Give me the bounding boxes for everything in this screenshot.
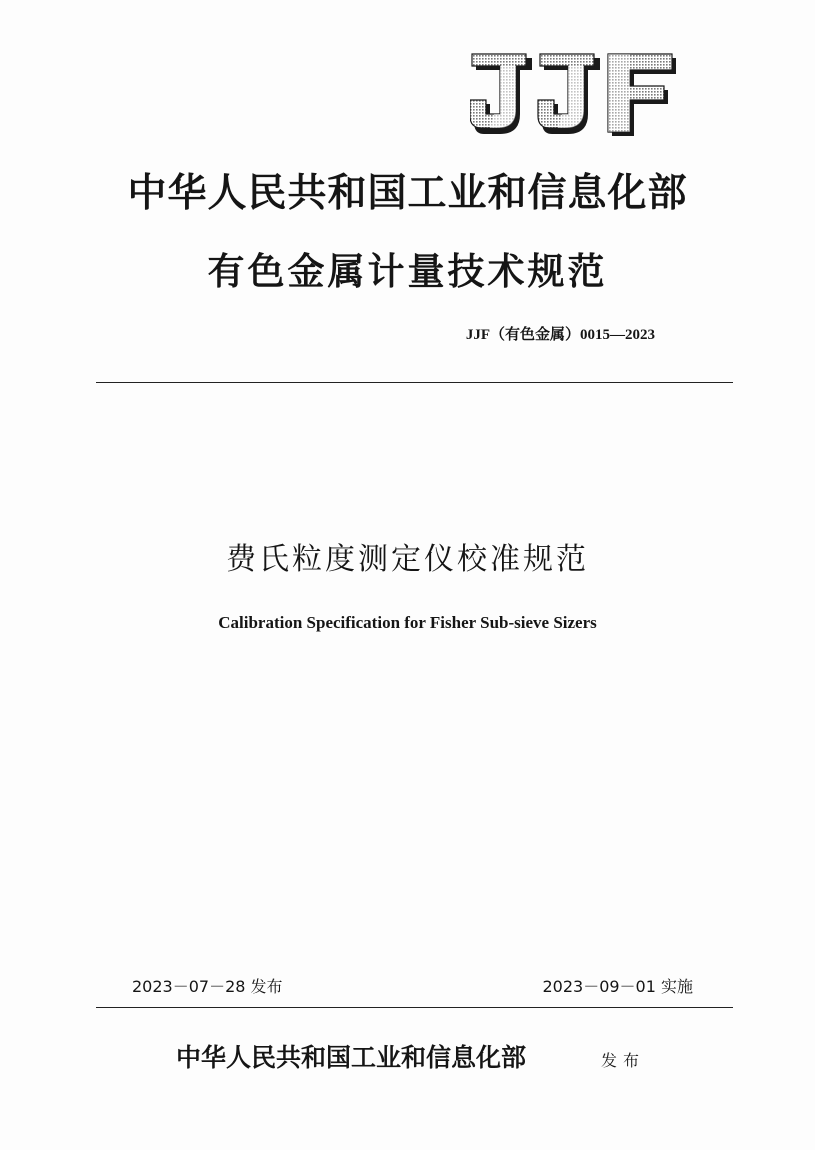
publisher-name: 中华人民共和国工业和信息化部 [176, 1043, 527, 1072]
footer-divider [96, 1007, 733, 1008]
specification-series-title: 有色金属计量技术规范 [207, 249, 608, 293]
effective-date: 2023－09－01 实施 [542, 977, 693, 996]
ministry-title: 中华人民共和国工业和信息化部 [127, 170, 688, 216]
publish-label: 发布 [601, 1051, 646, 1070]
document-title-english: Calibration Specification for Fisher Sub-sieve Sizers [218, 613, 597, 632]
document-title-chinese: 费氏粒度测定仪校准规范 [226, 542, 589, 577]
jjf-logo [470, 52, 676, 138]
issue-date: 2023－07－28 发布 [132, 977, 283, 996]
header-divider [96, 382, 733, 383]
specification-code: JJF（有色金属）0015—2023 [465, 327, 655, 343]
